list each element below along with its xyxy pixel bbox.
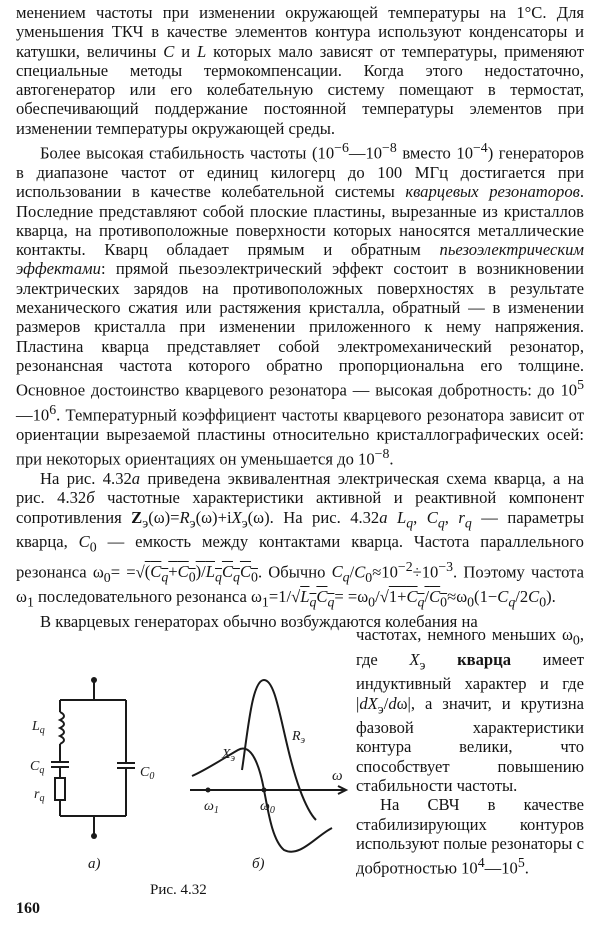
paragraph-1: менением частоты при изменении окружающей температуры на 1°С. Для уменьшения ТКЧ в качестве элементов контура используют конденсаторы и катушки, величины C и L которых мало зависят от температуры, применяют специальные методы термокомпенсации. Когда этого недостаточно, автогенератор или его колебательную систему помещают в термостат, обеспечивающий поддержание постоянной температуры элементов при изменении температуры окружающей среды. [16, 3, 584, 138]
paragraph-4-start: В кварцевых генераторах обычно возбуждаются колебания на [40, 611, 478, 631]
equivalent-circuit [51, 680, 135, 836]
page-number: 160 [16, 900, 40, 917]
label-c0: $C_0$ [140, 765, 155, 782]
paragraph-2: Более высокая стабильность частоты ($10^{-6}—10^{-8}$ вместо $10^{-4}$) генераторов в диапазоне частот от единиц килогерц до 100 МГц достигается при использовании в качестве колебательной системы кварцевых резонаторов. Последние представляют собой плоские пластины, вырезанные из кристаллов кварца, на противоположные поверхности которых наносятся металлические контакты. Кварц обладает прямым и обратным пьезоэлектрическим эффектами: прямой пьезоэлектрический эффект состоит в возникновении электрических зарядов на противоположных поверхностях в результате механического сжатия или растяжения кристалла, обратный — в изменении размеров кристалла при изменении приложенного к нему напряжения. Пластина кварца представляет собой электромеханический резонатор, резонансная частота которого обратно пропорциональна его толщине. Основное достоинство кварцевого резонатора — высокая добротность: до $10^5—10^6$. Температурный коэффициент частоты кварцевого резонатора зависит от ориентации вырезаемой пластины относительно кристаллографических осей: при некоторых ориентациях он уменьшается до $10^{-8}$. [16, 140, 584, 469]
label-omega0: $\omega_0$ [260, 799, 275, 816]
label-r: $R_э$ [292, 729, 305, 746]
frequency-graph [190, 680, 346, 852]
figure-drawing [16, 640, 352, 902]
omega1-point [206, 788, 211, 793]
label-b: б) [252, 856, 265, 872]
label-omega: ω [332, 768, 343, 784]
main-text [16, 3, 584, 631]
label-cq: $C_q$ [30, 759, 45, 776]
label-rq: $r_q$ [34, 787, 45, 804]
label-lq: $L_q$ [32, 719, 45, 736]
label-omega1: $\omega_1$ [204, 799, 219, 816]
label-x: $X_э$ [222, 747, 235, 764]
resistor-rq [55, 778, 65, 800]
inductor-lq [60, 712, 64, 744]
terminal-bottom [91, 833, 97, 839]
figure-4-32 [16, 640, 352, 902]
label-a: а) [88, 856, 101, 872]
paragraph-4-cont: частотах, немного меньших $\omega_0$, где $X_э$ кварца имеет индуктивный характер и где $|dX_э/d\omega|$, а значит, и крутизна фазовой характеристики контура велики, что способствует повышению стабильности частоты. [356, 625, 584, 796]
terminal-top [91, 677, 97, 683]
paragraph-5: На СВЧ в качестве стабилизирующих контуров используют полые резонаторы с добротностью $10^4—10^5$. [356, 795, 584, 878]
r-curve [242, 680, 316, 820]
side-text [356, 625, 584, 878]
omega0-point [262, 788, 267, 793]
figure-caption: Рис. 4.32 [150, 882, 207, 898]
paragraph-3: На рис. 4.32а приведена эквивалентная электрическая схема кварца, а на рис. 4.32б частотные характеристики активной и реактивной компонент сопротивления $Z_э(\omega)=R_э(\omega)+iX_э(\omega)$. На рис. 4.32а $L_q$, $C_q$, $r_q$ — параметры кварца, $C_0$ — емкость между контактами кварца. Частота параллельного резонанса $\omega_0= =√(C_q+C_0)/L_qC_qC_0$. Обычно $C_q/C_0\approx 10^{-2}\div 10^{-3}$. Поэтому частота $\omega_1$ последовательного резонанса $\omega_1=1/√L_qC_q= =\omega_0/√1+C_q/C_0\approx\omega_0(1-C_q/2C_0)$. [16, 468, 585, 610]
